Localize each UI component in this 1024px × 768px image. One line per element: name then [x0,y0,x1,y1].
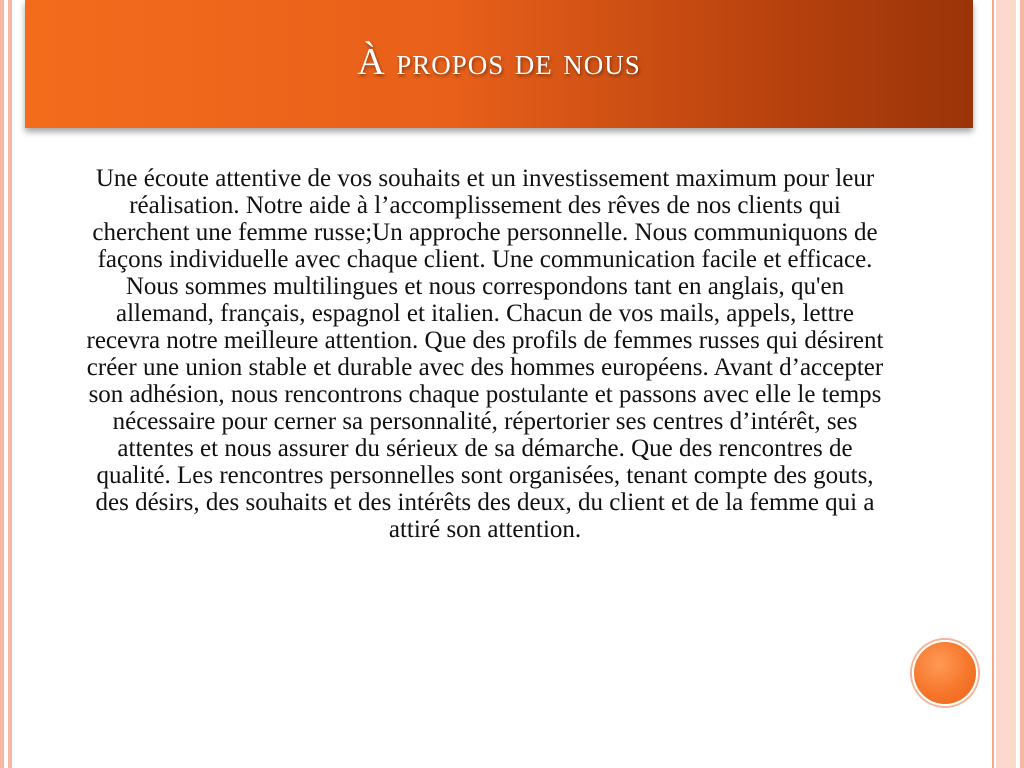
title-bar [25,0,973,128]
right-border-outer [1020,0,1024,768]
right-border-band [996,0,1016,768]
slide-body-text: Une écoute attentive de vos souhaits et un investissement maximum pour leur réalisation. Notre aide à l’accomplissement des rêves de nos clients qui cherchent une femme russe;Un approche personnelle. Nous communiquons de façons individuelle avec chaque client. Une communication facile et efficace. Nous sommes multilingues et nous correspondons tant en anglais, qu'en allemand, français, espagnol et italien. Chacun de vos mails, appels, lettre recevra notre meilleure attention. Que des profils de femmes russes qui désirent créer une union stable et durable avec des hommes européens. Avant d’accepter son adhésion, nous rencontrons chaque postulante et passons avec elle le temps nécessaire pour cerner sa personnalité, répertorier ses centres d’intérêt, ses attentes et nous assurer du sérieux de sa démarche. Que des rencontres de qualité. Les rencontres personnelles sont organisées, tenant compte des gouts, des désirs, des souhaits et des intérêts des deux, du client et de la femme qui a attiré son attention. [86,165,884,543]
right-border-line [992,0,994,768]
left-border-outer [0,0,4,768]
left-border-inner [8,0,12,768]
slide-title: À propos de nous [357,41,641,83]
decorative-orange-circle [912,640,978,706]
